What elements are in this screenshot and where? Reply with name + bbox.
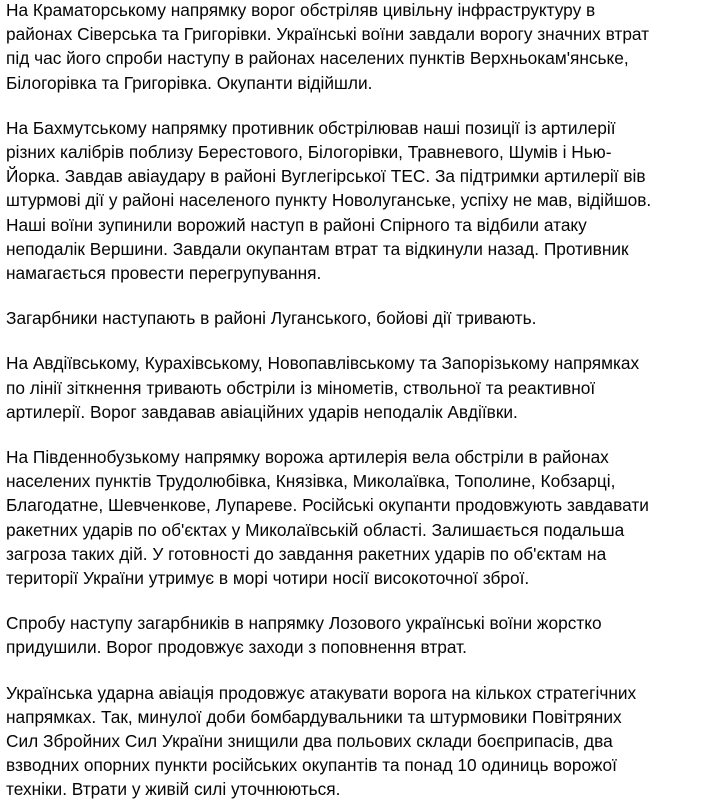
- text-line: населених пунктів Трудолюбівка, Князівка, Миколаївка, Тополине, Кобзарці,: [6, 471, 616, 492]
- text-line: штурмові дії у районі населеного пункту Новолуганське, успіху не мав, відійшов.: [6, 190, 652, 211]
- paragraph-pivdennobuzkyi: [6, 445, 704, 590]
- text-line: намагається провести перегрупування.: [6, 263, 322, 284]
- text-line: На Авдіївському, Курахівському, Новопавлівському та Запорізькому напрямках: [6, 353, 640, 374]
- text-line: Сил Збройних Сил України знищили два польових склади боєприпасів, два: [6, 731, 613, 752]
- text-line: ракетних ударів по об'єктах у Миколаївській області. Залишається подальша: [6, 519, 625, 540]
- text-line: Благодатне, Шевченкове, Лупареве. Російські окупанти продовжують завдавати: [6, 495, 649, 516]
- text-line: напрямках. Так, минулої доби бомбардувальники та штурмовики Повітряних: [6, 706, 622, 727]
- paragraph-bakhmut: [6, 116, 704, 285]
- text-line: по лінії зіткнення тривають обстріли із мінометів, ствольної та реактивної: [6, 377, 596, 398]
- text-line: районах Сіверська та Григорівки. Українські воїни завдали ворогу значних втрат: [6, 24, 650, 45]
- text-line: Йорка. Завдав авіаудару в районі Вуглегірської ТЕС. За підтримки артилерії вів: [6, 166, 646, 187]
- text-line: під час його спроби наступу в районах населених пунктів Верхньокам'янське,: [6, 48, 629, 69]
- text-line: артилерії. Ворог завдавав авіаційних ударів неподалік Авдіївки.: [6, 401, 518, 422]
- text-line: території України утримує в морі чотири носії високоточної зброї.: [6, 568, 530, 589]
- text-line: взводних опорних пункти російських окупантів та понад 10 одиниць ворожої: [6, 755, 617, 776]
- text-line: На Південнобузькому напрямку ворожа артилерія вела обстріли в районах: [6, 447, 609, 468]
- text-line: Українська ударна авіація продовжує атакувати ворога на кількох стратегічних: [6, 682, 637, 703]
- text-line: Загарбники наступають в районі Луганського, бойові дії тривають.: [6, 308, 537, 329]
- text-line: придушили. Ворог продовжує заходи з поповнення втрат.: [6, 637, 467, 658]
- text-line: Спробу наступу загарбників в напрямку Лозового українські воїни жорстко: [6, 613, 602, 634]
- text-line: неподалік Вершини. Завдали окупантам втрат та відкинули назад. Противник: [6, 238, 629, 259]
- paragraph-aviation: [6, 681, 704, 802]
- text-line: На Краматорському напрямку ворог обстріляв цивільну інфраструктуру в: [6, 0, 596, 20]
- text-line: техніки. Втрати у живій силі уточнюються.: [6, 779, 341, 800]
- text-line: Наші воїни зупинили ворожий наступ в районі Спірного та відбили атаку: [6, 214, 587, 235]
- text-line: різних калібрів поблизу Берестового, Білогорівки, Травневого, Шумів і Нью-: [6, 142, 612, 163]
- paragraph-kramatorsk: [6, 0, 704, 95]
- text-line: Білогорівка та Григорівка. Окупанти відійшли.: [6, 72, 373, 93]
- paragraph-luhanske: [6, 306, 704, 330]
- text-line: загроза таких дій. У готовності до завдання ракетних ударів по об'єктам на: [6, 543, 607, 564]
- text-line: На Бахмутському напрямку противник обстрілював наші позиції із артилерії: [6, 117, 616, 138]
- paragraph-avdiivka: [6, 351, 704, 424]
- paragraph-lozove: [6, 611, 704, 659]
